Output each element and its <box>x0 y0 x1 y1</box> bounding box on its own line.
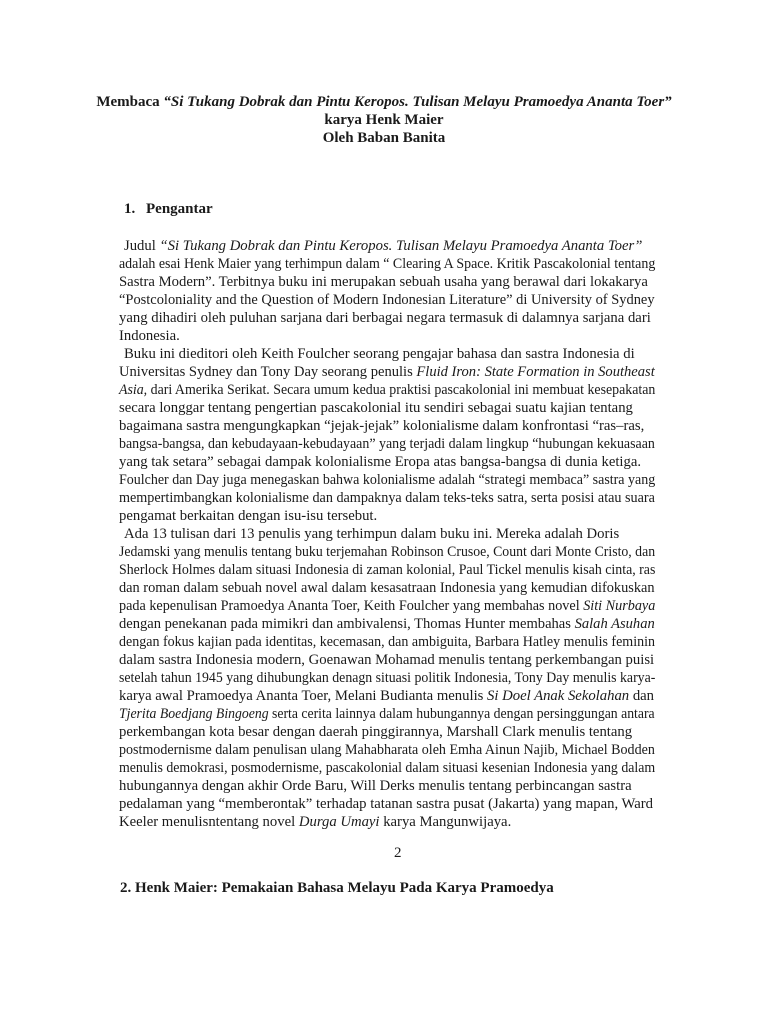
body-text-run: Judul <box>124 238 160 254</box>
body-text-run: dalam sastra Indonesia modern, Goenawan Mohamad menulis tentang perkembangan puisi <box>119 652 655 668</box>
body-line <box>119 417 655 435</box>
body-text-run: Ada 13 tulisan dari 13 penulis yang terhimpun dalam buku ini. Mereka adalah Doris <box>124 526 620 542</box>
body-text-run: serta cerita lainnya dalam hubungannya dengan persinggungan antara <box>268 706 655 722</box>
body-line <box>119 435 655 453</box>
body-text-run: Indonesia. <box>119 328 180 344</box>
title-author: Oleh Baban Banita <box>322 130 446 146</box>
body-italic-run: “Si Tukang Dobrak dan Pintu Keropos. Tulisan Melayu Pramoedya Ananta Toer” <box>159 238 643 254</box>
title-line-1 <box>60 93 708 111</box>
title-line-2: karya Henk Maier <box>324 112 444 128</box>
body-text-run: hubungannya dengan akhir Orde Baru, Will Derks menulis tentang perbincangan sastra <box>119 778 632 794</box>
body-text-run: dari Amerika Serikat. Secara umum kedua praktisi pascakolonial ini membuat kesepakatan <box>147 382 656 398</box>
body-text-run: Sastra Modern”. Terbitnya buku ini merupakan sebuah usaha yang berawal dari lokakarya <box>119 274 648 290</box>
body-text-run: dengan fokus kajian pada identitas, kecemasan, dan ambiguita, Barbara Hatley menulis feminin <box>119 634 656 650</box>
body-italic-run: Fluid Iron: State Formation in Southeast <box>416 364 655 380</box>
body-line <box>119 633 656 651</box>
body-text-run: “Postcoloniality and the Question of Modern Indonesian Literature” di University of Sydney <box>119 292 655 308</box>
body-line <box>119 399 655 417</box>
body-text-run: perkembangan kota besar dengan daerah pinggirannya, Marshall Clark menulis tentang <box>119 724 633 740</box>
body-text-run: dan roman dalam sebuah novel awal dalam kesasatraan Indonesia yang kemudian difokuskan <box>119 580 655 596</box>
body-text-run: yang tak setara” sebagai dampak kolonialisme Eropa atas bangsa-bangsa di dunia ketiga. <box>119 454 642 470</box>
page-number: 2 <box>394 845 402 861</box>
body-text-run: dan <box>629 688 655 704</box>
body-text-run: mempertimbangkan kolonialisme dan dampaknya dalam teks-teks satra, serta posisi atau suara <box>119 490 655 506</box>
body-line <box>119 381 656 399</box>
body-line <box>119 543 656 561</box>
body-text-run: Buku ini dieditori oleh Keith Foulcher seorang pengajar bahasa dan sastra Indonesia di <box>124 346 635 362</box>
body-line <box>119 687 655 705</box>
body-line <box>119 597 656 615</box>
body-italic-run: Si Doel Anak Sekolahan <box>487 688 630 704</box>
body-italic-run: Asia, <box>119 382 148 398</box>
body-line <box>119 507 655 525</box>
body-line <box>119 615 655 633</box>
body-line <box>119 489 655 507</box>
body-text-run: Universitas Sydney dan Tony Day seorang penulis <box>119 364 417 380</box>
body-line <box>119 795 655 813</box>
body-line <box>119 309 655 327</box>
body-italic-run: Salah Asuhan <box>574 616 655 632</box>
title-italic: “Si Tukang Dobrak dan Pintu Keropos. Tulisan Melayu Pramoedya Ananta Toer” <box>163 94 672 110</box>
body-line <box>119 471 656 489</box>
body-line <box>119 237 655 255</box>
section-1-title: Pengantar <box>146 201 213 217</box>
body-text-run: pada kepenulisan Pramoedya Ananta Toer, Keith Foulcher yang membahas novel <box>119 598 584 614</box>
body-text-run: bagaimana sastra mengungkapkan “jejak-jejak” kolonialisme dalam konfrontasi “ras–ras, <box>119 418 645 434</box>
body-text-run: pedalaman yang “memberontak” terhadap tatanan sastra pusat (Jakarta) yang mapan, Ward <box>119 796 653 812</box>
body-text-run: karya awal Pramoedya Ananta Toer, Melani Budianta menulis <box>119 688 488 704</box>
body-line <box>119 363 655 381</box>
body-line <box>119 345 655 363</box>
body-text-run: dengan penekanan pada mimikri dan ambivalensi, Thomas Hunter membahas <box>119 616 575 632</box>
body-text-run: postmodernisme dalam penulisan ulang Mahabharata oleh Emha Ainun Najib, Michael Bodden <box>119 742 655 758</box>
body-text-run: yang dihadiri oleh puluhan sarjana dari berbagai negara termasuk di dalamnya sarjana dari <box>119 310 651 326</box>
body-line <box>119 705 655 723</box>
body-line <box>119 327 655 345</box>
body-italic-run: Siti Nurbaya <box>583 598 656 614</box>
body-text-run: setelah tahun 1945 yang dihubungkan denagn situasi politik Indonesia, Tony Day menulis karya- <box>119 670 656 686</box>
body-line <box>119 777 655 795</box>
body-line <box>119 561 656 579</box>
body-text-run: Jedamski yang menulis tentang buku terjemahan Robinson Crusoe, Count dari Monte Cristo, dan <box>119 544 656 560</box>
body-italic-run: Durga Umayi <box>298 814 380 830</box>
body-line <box>119 273 655 291</box>
body-line <box>119 651 655 669</box>
body-line <box>119 255 656 273</box>
section-1-number: 1. <box>124 201 136 217</box>
body-text-run: karya Mangunwijaya. <box>379 814 512 830</box>
body-text-run: adalah esai Henk Maier yang terhimpun dalam “ Clearing A Space. Kritik Pascakolonial tentang <box>119 256 656 272</box>
body-text-run: Foulcher dan Day juga menegaskan bahwa kolonialisme adalah “strategi membaca” sastra yang <box>119 472 656 488</box>
body-line <box>119 723 655 741</box>
body-text-run: pengamat berkaitan dengan isu-isu tersebut. <box>119 508 378 524</box>
body-text-run: Keeler menulisntentang novel <box>119 814 299 830</box>
body-text <box>119 237 655 831</box>
body-text-run: bangsa-bangsa, dan kebudayaan-kebudayaan” yang terjadi dalam lingkup “hubungan kekuasaan <box>119 436 655 452</box>
section-2-heading: 2. Henk Maier: Pemakaian Bahasa Melayu Pada Karya Pramoedya <box>120 880 554 896</box>
body-line <box>119 453 655 471</box>
body-line <box>119 579 655 597</box>
body-line <box>119 291 655 309</box>
body-text-run: menulis demokrasi, posmodernisme, pascakolonial dalam situasi kesenian Indonesia yang dalam <box>119 760 656 776</box>
body-line <box>119 669 656 687</box>
body-line <box>119 525 655 543</box>
body-italic-run: Tjerita Boedjang Bingoeng <box>119 706 269 722</box>
body-line <box>119 813 655 831</box>
section-1-heading <box>124 200 213 218</box>
body-line <box>119 741 655 759</box>
title-prefix: Membaca <box>96 94 164 110</box>
body-line <box>119 759 656 777</box>
document-title <box>60 93 708 147</box>
body-text-run: secara longgar tentang pengertian pascakolonial itu sendiri sebagai suatu kajian tentang <box>119 400 633 416</box>
body-text-run: Sherlock Holmes dalam situasi Indonesia di zaman kolonial, Paul Tickel menulis kisah cinta, ras <box>119 562 656 578</box>
